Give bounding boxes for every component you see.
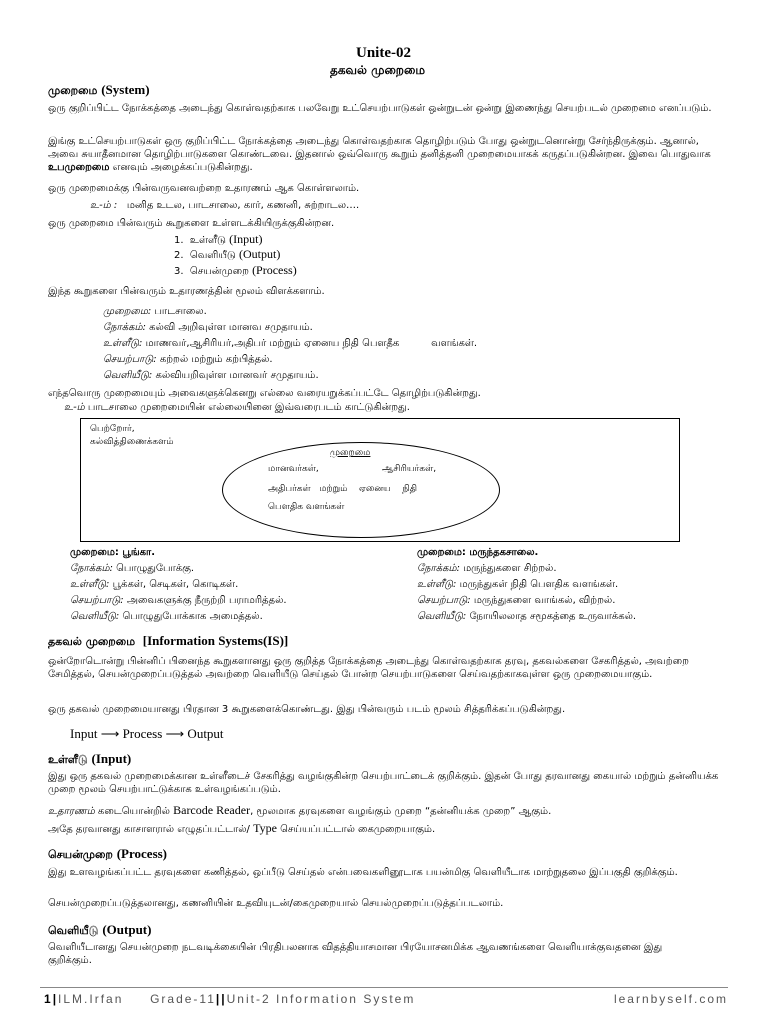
boundary-paragraph: எந்தவொரு முறைமையும் அவைகளுக்கெனறு எல்லை வரையறுக்கப்பட்டே தொழிற்படுகின்றது.: [48, 388, 481, 399]
school-row-goal: நோக்கம்: கல்வி அறிவுள்ள மானவ சமுதாயம்.: [103, 322, 313, 333]
page-number: 1: [44, 992, 53, 1006]
footer-rule: [40, 987, 728, 988]
page-footer: 1|ILM.Irfan Grade-11||Unit-2 Information System learnbyself.com: [44, 992, 728, 1006]
is-definition: ஒன்றோடொன்று பின்னிப் பினைந்த கூறுகளானது ஒரு குறித்த நோக்கத்தை அடைந்து கொள்வதற்காக தரவு, தகவல்களை சேகரித்தல், அவற்றை சேமித்தல், செயன்முறைப்படுத்தல் அவற்றை வெளியீடு செய்தல் போன்ற செயற்பாடுகளை செய்வதற்காகவுள்ள ஒரு முறைமையாகும்.: [48, 656, 689, 680]
process-definition: இது உளவழங்கப்பட்ட தரவுகளை கணித்தல், ஒப்பீடு செய்தல் என்பவைகளினூடாக பயன்மிகு வெளியீடாக மாற்றுதலை இப்பகுதி குறிக்கும்.: [48, 867, 678, 878]
footer-site: learnbyself.com: [613, 992, 728, 1006]
pharmacy-row: நோக்கம்: மருந்துகளை சிற்றல்.: [417, 563, 557, 574]
input-manual: அதே தரவானது காசாளரால் எழுதப்பட்டால்/ Type செய்யப்பட்டால் கைமுறையாகும்.: [48, 821, 436, 835]
boundary-example: உ-ம் பாடசாலை முறைமையின் எல்லையினை இவ்வரைபடம் காட்டுகின்றது.: [64, 402, 410, 413]
process-heading: செயன்முறை (Process): [48, 846, 168, 861]
input-definition: இது ஒரு தகவல் முறைமைக்கான உள்ளீடைச் சேகரித்து வழங்குகின்ற செயற்பாட்டைக் குறிக்கும். இதன் போது தரவானது கையால் மற்றும் தன்னியக்க முறை மூலம் செயற்பாட்டுக்காக உள்வழங்கப்படும்.: [48, 771, 719, 795]
ellipse-line-2: அதிபர்கள் மற்றும் ஏனைய நிதி: [268, 484, 418, 494]
component-item-input: 1. உள்ளீடு (Input): [174, 232, 263, 246]
is-components-intro: ஒரு தகவல் முறைமையானது பிரதான 3 கூறுகளைக்கொண்டது. இது பின்வரும் படம் மூலம் சித்தரிக்கப்படுகின்றது.: [48, 704, 566, 715]
example-intro: இந்த கூறுகளை பின்வரும் உதாரணத்தின் மூலம் விளக்களாம்.: [48, 286, 325, 297]
environment-label-1: பெற்றோர்,: [90, 424, 135, 434]
is-heading: தகவல் முறைமை [Information Systems(IS)]: [48, 633, 289, 648]
school-row-system: முறைமை: பாடசாலை.: [103, 306, 207, 317]
system-heading-ta: முறைமை: [48, 84, 98, 97]
process-methods: செயன்முறைப்படுத்தலானது, கணனியின் உதவியுடன்/கைமுறையால் செயல்முறைப்படுத்தப்படலாம்.: [48, 898, 504, 909]
input-example: உதாரணம் கடையொன்றில் Barcode Reader, மூலமாக தரவுகளை வழங்கும் முறை “தன்னியக்க முறை” ஆகும்.: [48, 803, 552, 817]
park-row: நோக்கம்: பொழுதுபோக்கு.: [70, 563, 195, 574]
system-examples-intro: ஒரு முறைமைக்கு பின்வருவனவற்றை உதாரணம் ஆக கொள்ளலாம்.: [48, 183, 360, 194]
system-heading: [48, 82, 150, 99]
pharmacy-title: முறைமை: மருந்தகசாலை.: [417, 547, 539, 558]
ellipse-line-3: பௌதிக வளங்கள்: [268, 502, 345, 512]
page-subtitle: தகவல் முறைமை: [330, 63, 425, 77]
park-row: செயற்பாடு: அவைகளுக்கு நீருற்றி பராமரித்தல்.: [70, 595, 287, 606]
footer-author: ILM.Irfan: [58, 992, 124, 1006]
components-intro: ஒரு முறைமை பின்வரும் கூறுகளை உள்ளடக்கியிருக்குகின்றன.: [48, 218, 335, 229]
system-examples: உ-ம் : மனித உடல, பாடசாலை, கார், கணனி, சுற்றாடல….: [90, 200, 360, 211]
component-item-process: 3. செயன்முறை (Process): [174, 263, 297, 277]
subsystem-paragraph: இங்கு உட்செயற்பாடுகள் ஒரு குறிப்பிட்ட நோக்கத்தை அடைந்து கொள்வதற்காக தொழிற்படும் போது ஒன்றுடனொன்று சேர்ந்திருக்கும். ஆனால், அவை சுயாதீனமான தொழிற்பாடுகளை கொண்டவை. இதனால் ஒவ்வொரு கூறும் தனித்தனி முறைமையாகக் கருதப்படுகின்றன. இவை பொதுவாக உபமுறைமை எனவும் அழைக்கப்படுகின்றது.: [48, 136, 711, 173]
component-item-output: 2. வெளியீடு (Output): [174, 247, 281, 261]
footer-unit: Unit-2 Information System: [226, 992, 416, 1006]
unit-title: Unite-02: [356, 45, 411, 61]
system-heading-en: (System): [101, 82, 150, 97]
pharmacy-row: வெளியீடு: நோயிலலாத சமூகத்தை உருவாக்கல்.: [417, 611, 637, 622]
input-heading: உள்ளீடு (Input): [48, 751, 132, 766]
system-definition: ஒரு குறிப்பிட்ட நோக்கத்தை அடைந்து கொள்வதற்காக பலவேறு உட்செயற்பாடுகள் ஒன்றுடன் ஒன்று இணைந்து செயற்படல் முறைமை எனப்படும்.: [48, 103, 712, 114]
park-title: முறைமை: பூங்கா.: [70, 547, 155, 558]
ellipse-line-1b: ஆசிரியர்கள்,: [382, 464, 437, 474]
park-row: உள்ளீடு: பூக்கள், செடிகள், கொடிகள்.: [70, 579, 239, 590]
environment-label-2: கல்வித்திணைக்களம்: [90, 437, 174, 447]
ellipse-line-1a: மானவர்கள்,: [268, 464, 319, 474]
output-heading: வெளியீடு (Output): [48, 922, 152, 937]
school-row-output: வெளியீடு: கல்வியறிவுள்ள மானவர் சமுதாயம்.: [103, 370, 319, 381]
pharmacy-row: உள்ளீடு: மருந்துகள் நிதி பௌதிக வளங்கள்.: [417, 579, 619, 590]
subsystem-term: உபமுறைமை: [48, 162, 110, 173]
ellipse-title: முறைமை: [330, 448, 371, 458]
footer-grade: Grade-11: [150, 992, 216, 1006]
school-row-process: செயற்பாடு: கற்றல் மற்றும் கற்பித்தல்.: [103, 354, 273, 365]
output-definition: வெளியீடானது செயன்முறை நடவடிக்கையின் பிரதிபலனாக விதத்தியாசமான பிரயோசனமிக்க ஆவணங்களை வெளியாக்குவதனை இது குறிக்கும்.: [48, 942, 663, 966]
school-row-input: உள்ளீடு: மாணவர்,ஆசிரியர்,அதிபர் மற்றும் ஏனைய நிதி பௌதீக வளங்கள்.: [103, 338, 478, 349]
pharmacy-row: செயற்பாடு: மருந்துகளை வாங்கல், விற்றல்.: [417, 595, 616, 606]
ipo-flow: Input ⟶ Process ⟶ Output: [70, 726, 224, 741]
park-row: வெளியீடு: பொழுதுபோக்காக அமைத்தல்.: [70, 611, 263, 622]
